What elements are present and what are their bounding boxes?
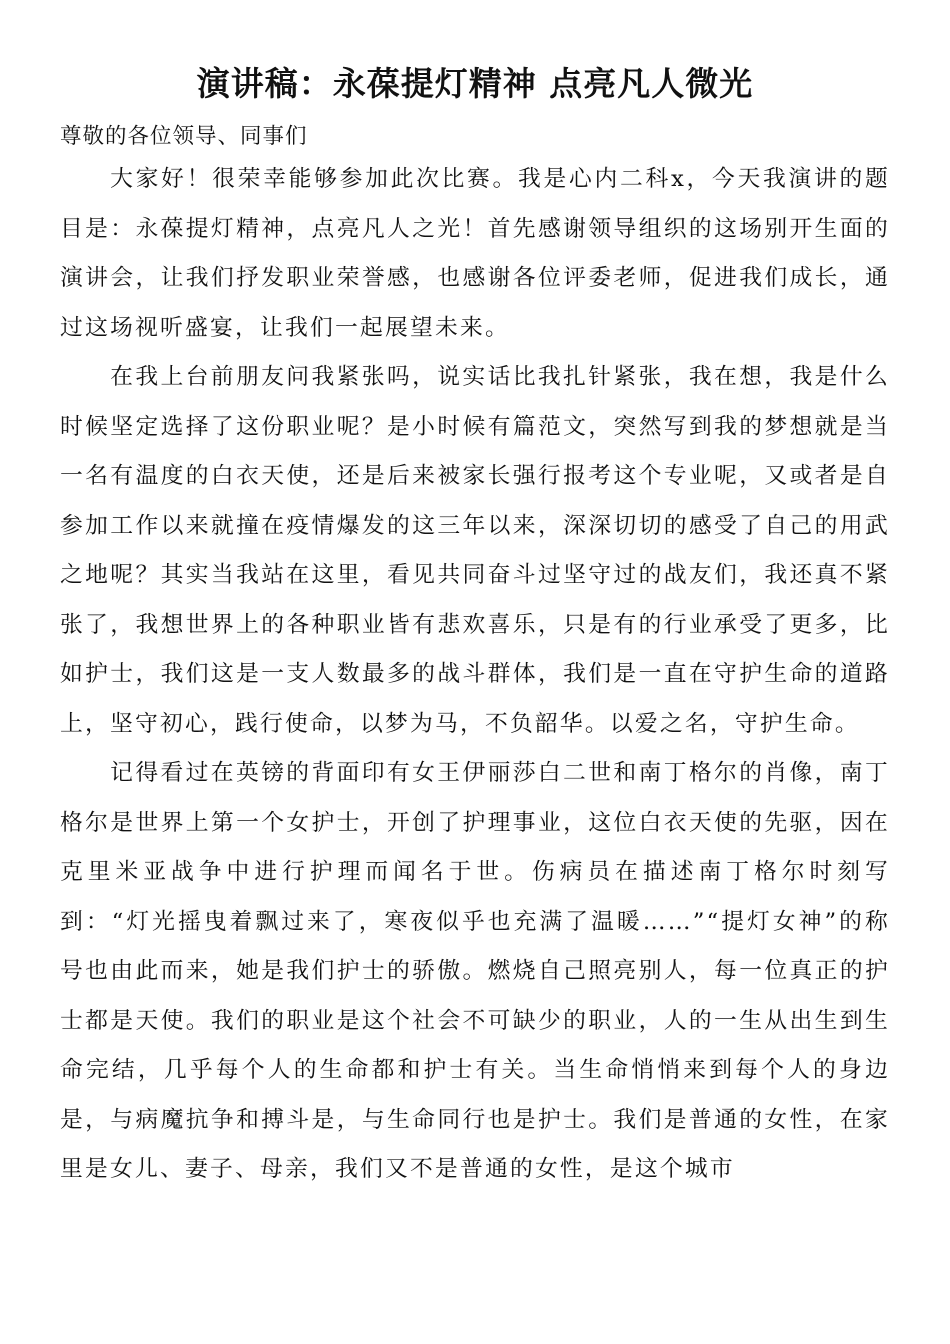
speech-title: 演讲稿：永葆提灯精神 点亮凡人微光 <box>196 64 754 103</box>
salutation: 尊敬的各位领导、同事们 <box>60 124 308 149</box>
paragraph-career-choice: 在我上台前朋友问我紧张吗，说实话比我扎针紧张，我在想，我是什么时候坚定选择了这份职业呢？是小时候有篇范文，突然写到我的梦想就是当一名有温度的白衣天使，还是后来被家长强行报考这个专业呢，又或者是自参加工作以来就撞在疫情爆发的这三年以来，深深切切的感受了自己的用武之地呢？其实当我站在这里，看见共同奋斗过坚守过的战友们，我还真不紧张了，我想世界上的各种职业皆有悲欢喜乐，只是有的行业承受了更多，比如护士，我们这是一支人数最多的战斗群体，我们是一直在守护生命的道路上，坚守初心，践行使命，以梦为马，不负韶华。以爱之名，守护生命。 <box>60 364 890 737</box>
paragraph-nightingale: 记得看过在英镑的背面印有女王伊丽莎白二世和南丁格尔的肖像，南丁格尔是世界上第一个女护士，开创了护理事业，这位白衣天使的先驱，因在克里米亚战争中进行护理而闻名于世。伤病员在描述南丁格尔时刻写到：“灯光摇曳着飘过来了，寒夜似乎也充满了温暖……”“提灯女神”的称号也由此而来，她是我们护士的骄傲。燃烧自己照亮别人，每一位真正的护士都是天使。我们的职业是这个社会不可缺少的职业，人的一生从出生到生命完结，几乎每个人的生命都和护士有关。当生命悄悄来到每个人的身边是，与病魔抗争和搏斗是，与生命同行也是护士。我们是普通的女性，在家里是女儿、妻子、母亲，我们又不是普通的女性，是这个城市 <box>60 760 890 1182</box>
paragraph-intro: 大家好！很荣幸能够参加此次比赛。我是心内二科x，今天我演讲的题目是：永葆提灯精神，点亮凡人之光！首先感谢领导组织的这场别开生面的演讲会，让我们抒发职业荣誉感，也感谢各位评委老师，促进我们成长，通过这场视听盛宴，让我们一起展望未来。 <box>60 166 890 341</box>
